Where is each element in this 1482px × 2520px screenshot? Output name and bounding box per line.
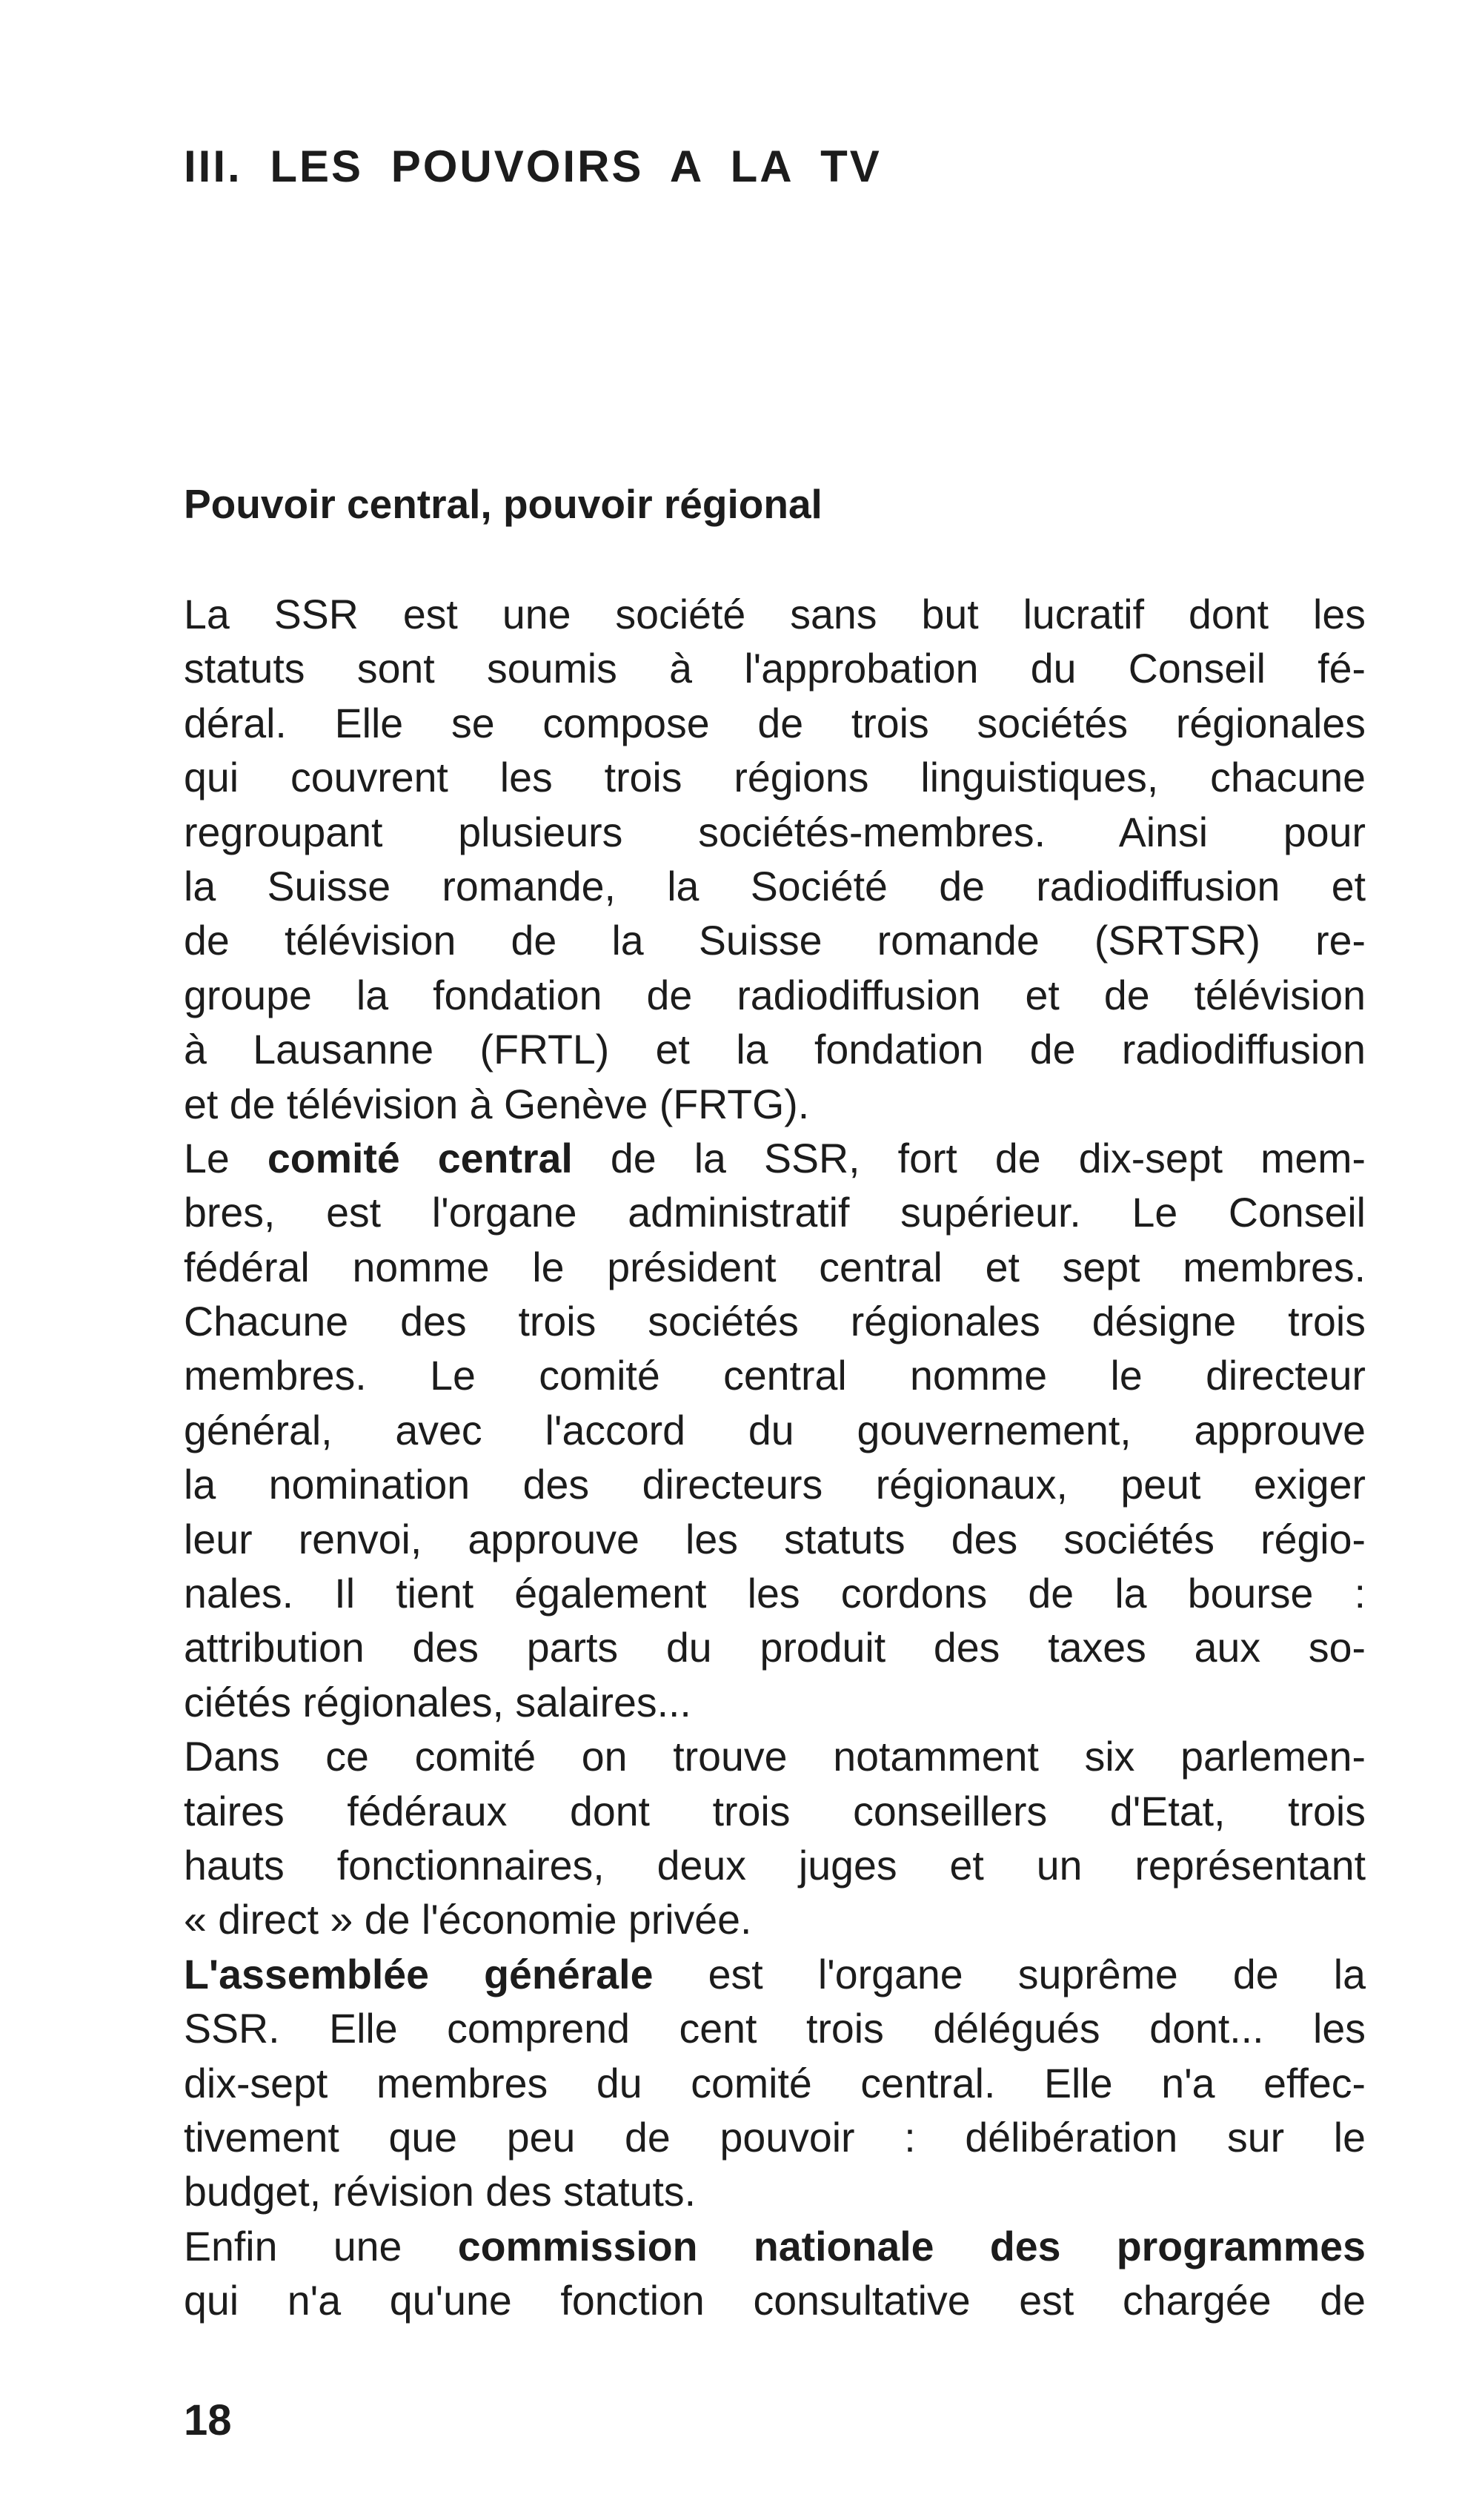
text-line [184,1132,1366,1186]
text-line [184,2274,1366,2328]
text-segment: Enfin une [184,2223,458,2269]
text-line [184,1785,1366,1839]
text-line [184,1839,1366,1893]
text-segment: regroupant plusieurs sociétés-membres. Ainsi pour [184,809,1366,855]
text-segment: « direct » de l'économie privée. [184,1897,752,1943]
text-line [184,1078,1366,1132]
text-segment: déral. Elle se compose de trois sociétés régionales [184,700,1366,746]
text-segment: Dans ce comité on trouve notamment six parlemen- [184,1734,1366,1780]
text-line [184,751,1366,805]
text-line [184,697,1366,751]
text-segment: à Lausanne (FRTL) et la fondation de radiodiffusion [184,1027,1366,1073]
text-segment: SSR. Elle comprend cent trois délégués dont... les [184,2006,1366,2052]
text-line [184,2002,1366,2056]
text-segment: la Suisse romande, la Société de radiodiffusion et [184,863,1366,909]
text-line [184,1513,1366,1567]
text-line [184,588,1366,642]
text-segment: fédéral nomme le président central et sept membres. [184,1244,1366,1290]
text-line [184,1730,1366,1784]
text-segment: Chacune des trois sociétés régionales désigne trois [184,1299,1366,1345]
bold-term: L'assemblée générale [184,1951,654,1997]
text-segment: La SSR est une société sans but lucratif dont les [184,591,1366,637]
text-line [184,1023,1366,1077]
text-line [184,2111,1366,2165]
bold-term: comité central [267,1135,573,1181]
text-line [184,1295,1366,1349]
text-segment: budget, révision des statuts. [184,2169,697,2215]
body-text [184,588,1366,2329]
text-segment: groupe la fondation de radiodiffusion et de télévision [184,972,1366,1018]
text-line [184,860,1366,914]
text-segment: bres, est l'organe administratif supérieur. Le Conseil [184,1190,1366,1236]
text-segment: qui couvrent les trois régions linguistiques, chacune [184,755,1366,801]
text-line [184,1349,1366,1403]
text-segment: taires fédéraux dont trois conseillers d'Etat, trois [184,1788,1366,1834]
text-segment: qui n'a qu'une fonction consultative est chargée de [184,2278,1366,2324]
text-segment: membres. Le comité central nomme le directeur [184,1353,1366,1399]
text-segment: tivement que peu de pouvoir : délibération sur le [184,2114,1366,2161]
text-line [184,1186,1366,1240]
text-segment: statuts sont soumis à l'approbation du Conseil fé- [184,646,1366,692]
text-line [184,1404,1366,1458]
text-line [184,642,1366,696]
text-segment: général, avec l'accord du gouvernement, approuve [184,1407,1366,1453]
text-line [184,2165,1366,2219]
chapter-title: III. LES POUVOIRS A LA TV [184,142,882,191]
text-segment: est l'organe suprême de la [653,1951,1366,1997]
text-segment: et de télévision à Genève (FRTG). [184,1081,810,1127]
text-segment: attribution des parts du produit des taxes aux so- [184,1625,1366,1671]
text-segment: de la SSR, fort de dix-sept mem- [572,1135,1366,1181]
text-line [184,1893,1366,1947]
text-segment: hauts fonctionnaires, deux juges et un représentant [184,1842,1366,1889]
text-segment: Le [184,1135,268,1181]
text-line [184,2057,1366,2111]
text-line [184,1241,1366,1295]
text-line [184,1676,1366,1730]
text-line [184,2220,1366,2274]
text-line [184,806,1366,860]
page-number: 18 [184,2396,232,2444]
text-segment: dix-sept membres du comité central. Elle n'a effec- [184,2060,1366,2106]
text-line [184,914,1366,968]
text-line [184,1458,1366,1512]
bold-term: commission nationale des programmes [457,2223,1366,2269]
text-segment: la nomination des directeurs régionaux, peut exiger [184,1462,1366,1508]
section-heading: Pouvoir central, pouvoir régional [184,481,823,527]
text-line [184,969,1366,1023]
text-segment: ciétés régionales, salaires... [184,1679,691,1725]
text-line [184,1948,1366,2002]
text-segment: nales. Il tient également les cordons de la bourse : [184,1571,1366,1617]
text-line [184,1567,1366,1621]
text-segment: de télévision de la Suisse romande (SRTSR) re- [184,918,1366,964]
text-segment: leur renvoi, approuve les statuts des sociétés régio- [184,1516,1366,1562]
text-line [184,1621,1366,1675]
